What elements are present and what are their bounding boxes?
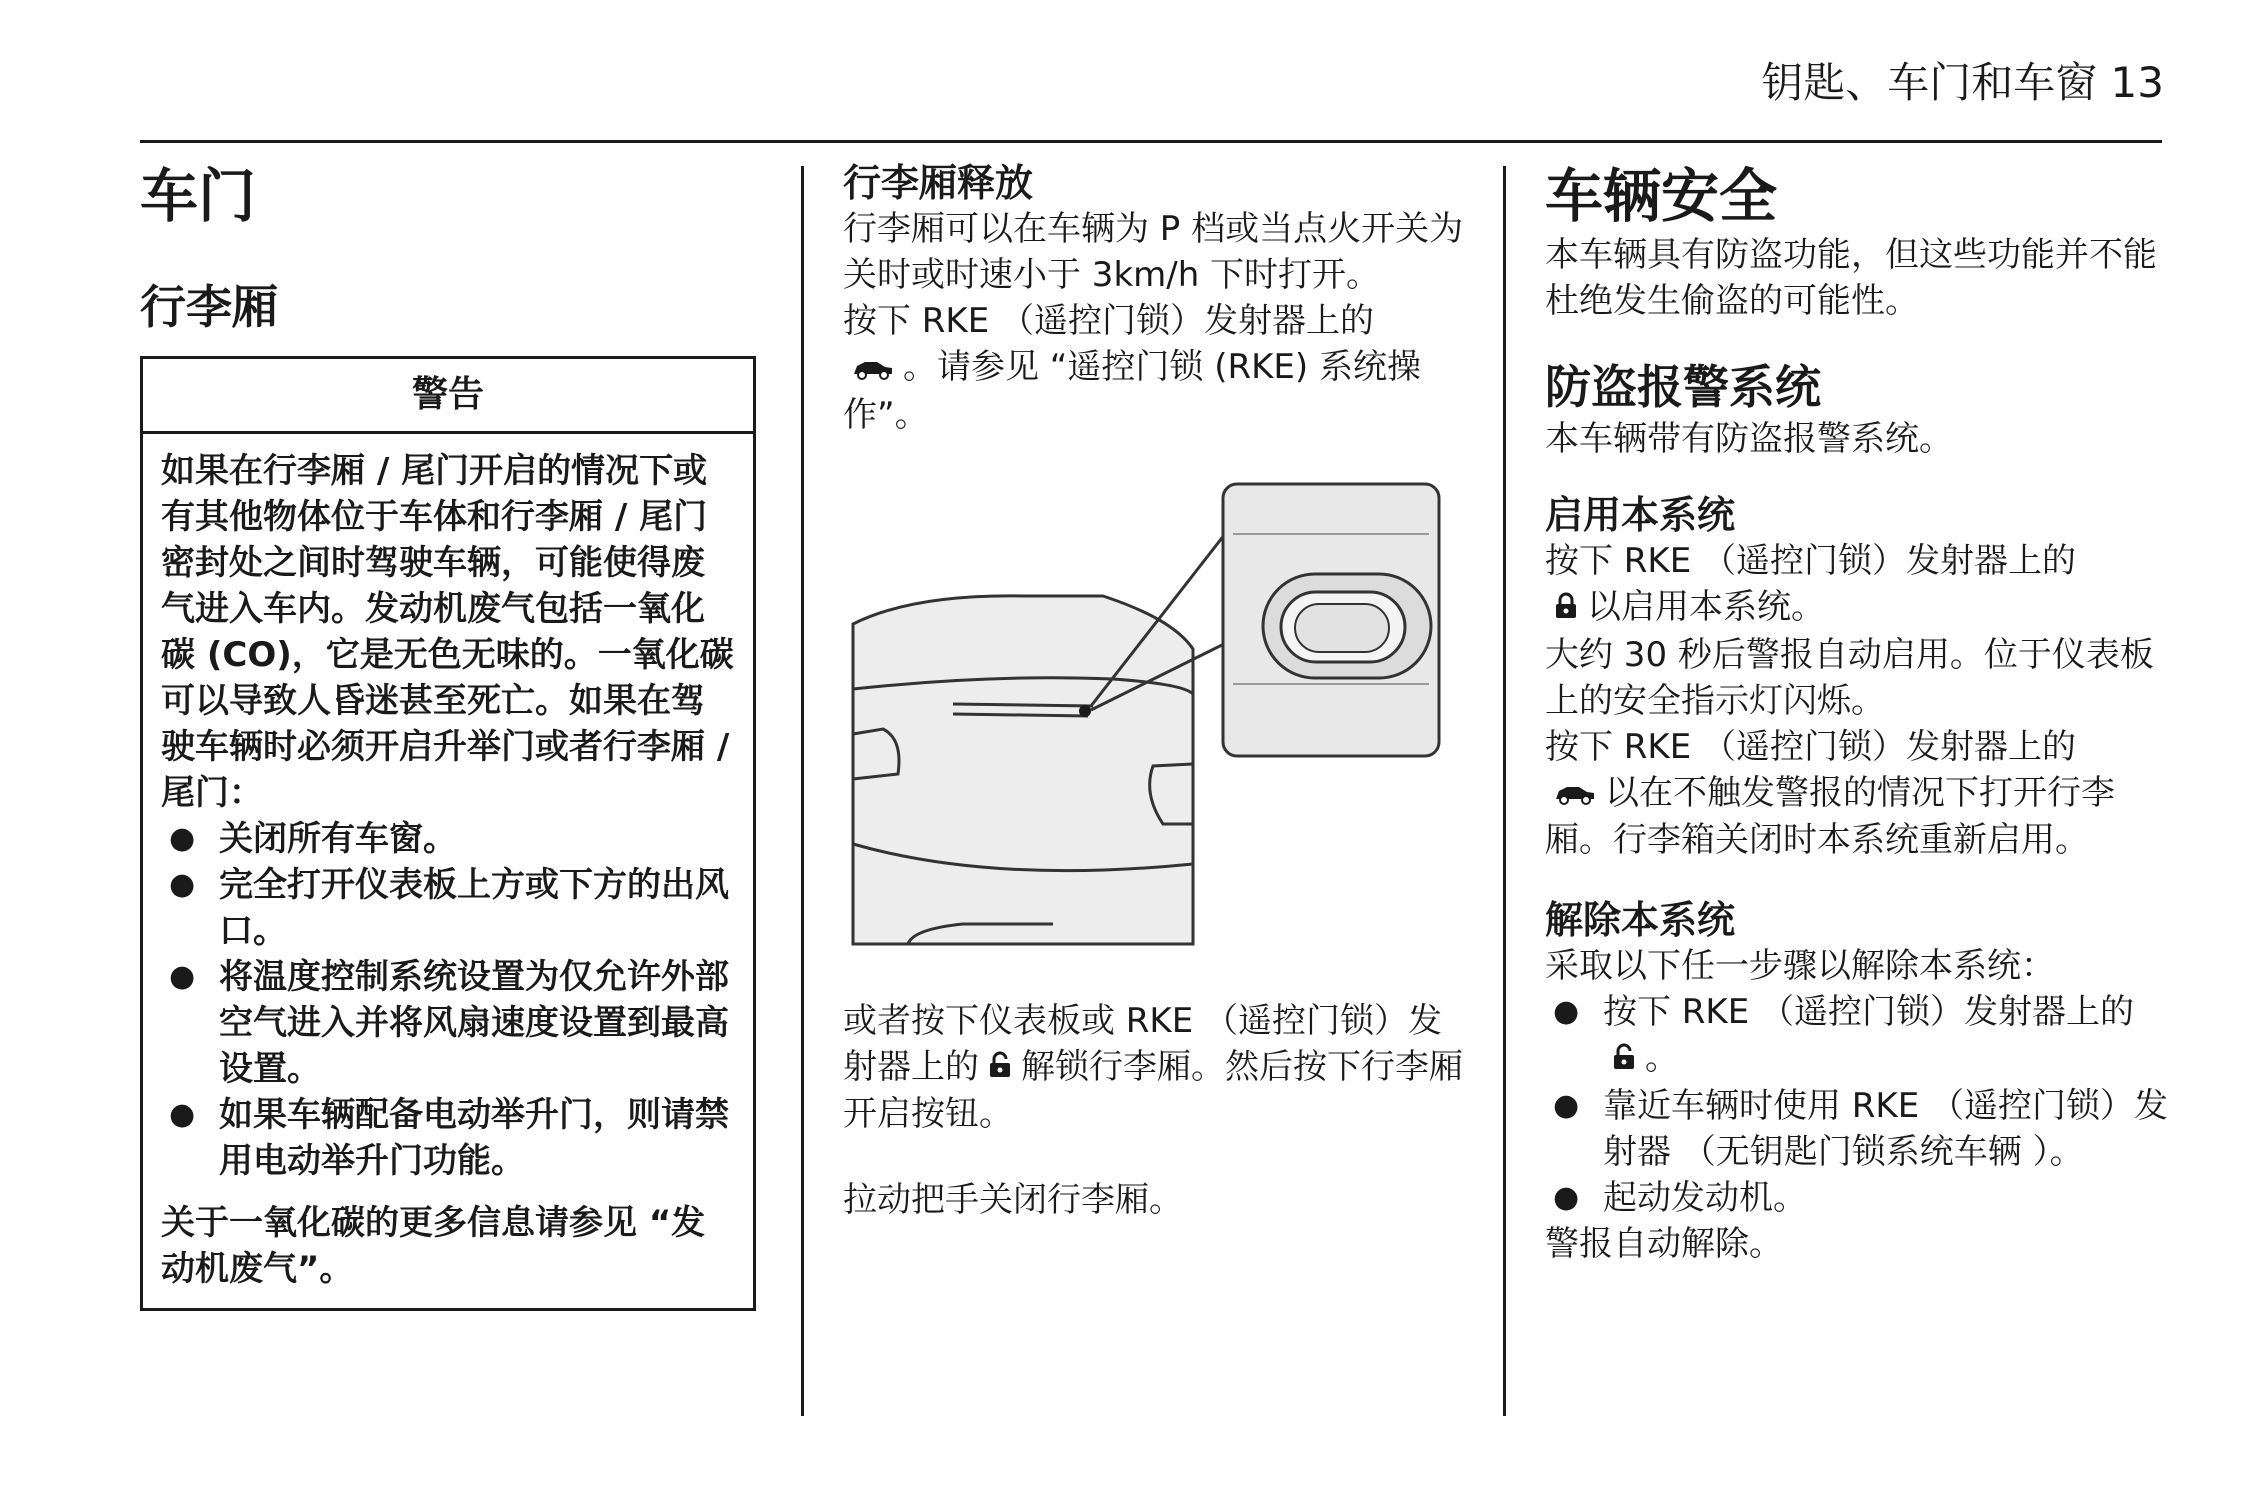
warning-paragraph: 如果在行李厢 / 尾门开启的情况下或有其他物体位于车体和行李厢 / 尾门密封处之间时驾驶车辆，可能使得废气进入车内。发动机废气包括一氧化碳 (CO)，它是无色无味的。一氧化碳可以导致人昏迷甚至死亡。如果在驾驶车辆时必须开启升举门或者行李厢 / 尾门： <box>161 451 734 813</box>
section-heading-vehicle-security: 车辆安全 <box>1545 162 1778 230</box>
heading-disarm-system: 解除本系统 <box>1545 898 1736 942</box>
unlock-icon <box>1611 1037 1637 1083</box>
trunk-button-illustration <box>843 474 1443 964</box>
disarm-bullet: ● 按下 RKE （遥控门锁）发射器上的。 <box>1545 989 2175 1083</box>
trunk-release-paragraph-1: 行李厢可以在车辆为 P 档或当点火开关为关时或时速小于 3km/h 下时打开。 <box>843 209 1464 295</box>
arm-paragraph-2: 大约 30 秒后警报自动启用。位于仪表板上的安全指示灯闪烁。 <box>1545 634 2154 721</box>
unlock-icon <box>987 1045 1013 1091</box>
arm-paragraph-3: 按下 RKE （遥控门锁）发射器上的 以在不触发警报的情况下打开行李厢。行李箱关闭时本系统重新启用。 <box>1545 726 2115 860</box>
warning-bullet: ● 关闭所有车窗。 <box>169 819 457 859</box>
security-paragraph-1: 本车辆具有防盗功能，但这些功能并不能杜绝发生偷盗的可能性。 <box>1545 235 2157 321</box>
column-divider-2 <box>1503 166 1506 1416</box>
disarm-bullet-list <box>1545 989 2175 1221</box>
disarm-final: 警报自动解除。 <box>1545 1223 1783 1264</box>
trunk-release-paragraph-4: 拉动把手关闭行李厢。 <box>843 1180 1183 1220</box>
heading-arm-system: 启用本系统 <box>1545 493 1736 537</box>
disarm-bullet: ● 起动发动机。 <box>1553 1177 1807 1218</box>
warning-bullet-list <box>161 816 735 1184</box>
disarm-intro: 采取以下任一步骤以解除本系统： <box>1545 946 2055 986</box>
warning-more-info: 关于一氧化碳的更多信息请参见 “发动机废气”。 <box>161 1203 706 1289</box>
header-rule <box>140 140 2162 143</box>
trunk-release-paragraph-3: 或者按下仪表板或 RKE （遥控门锁）发射器上的 解锁行李厢。然后按下行李厢开启按钮。 <box>843 1000 1463 1134</box>
trunk-release-icon <box>851 346 895 392</box>
disarm-bullet: ● 靠近车辆时使用 RKE （遥控门锁）发射器 （无钥匙门锁系统车辆 ）。 <box>1553 1085 2169 1172</box>
warning-bullet: ● 如果车辆配备电动举升门，则请禁用电动举升门功能。 <box>169 1095 729 1181</box>
warning-bullet: ● 完全打开仪表板上方或下方的出风口。 <box>169 865 729 951</box>
section-heading-doors: 车门 <box>140 162 257 230</box>
column-trunk-release <box>843 160 1473 1223</box>
warning-body <box>143 434 753 1308</box>
warning-box <box>140 356 756 1311</box>
subheading-trunk: 行李厢 <box>140 280 278 334</box>
column-divider-1 <box>801 166 804 1416</box>
heading-trunk-release: 行李厢释放 <box>843 161 1034 205</box>
column-vehicle-security <box>1545 160 2175 1267</box>
subheading-antitheft-alarm: 防盗报警系统 <box>1545 360 1821 414</box>
security-paragraph-2: 本车辆带有防盗报警系统。 <box>1545 419 1953 459</box>
page-header: 钥匙、车门和车窗 13 <box>1761 58 2164 107</box>
warning-title: 警告 <box>143 359 753 434</box>
column-doors <box>140 160 770 1311</box>
trunk-release-paragraph-2: 按下 RKE （遥控门锁）发射器上的 。请参见 “遥控门锁 (RKE) 系统操作”。 <box>843 301 1421 435</box>
trunk-release-icon <box>1553 771 1597 817</box>
arm-paragraph-1: 按下 RKE （遥控门锁）发射器上的 以启用本系统。 <box>1545 538 2175 632</box>
lock-icon <box>1553 586 1579 632</box>
warning-bullet: ● 将温度控制系统设置为仅允许外部空气进入并将风扇速度设置到最高设置。 <box>169 957 729 1089</box>
